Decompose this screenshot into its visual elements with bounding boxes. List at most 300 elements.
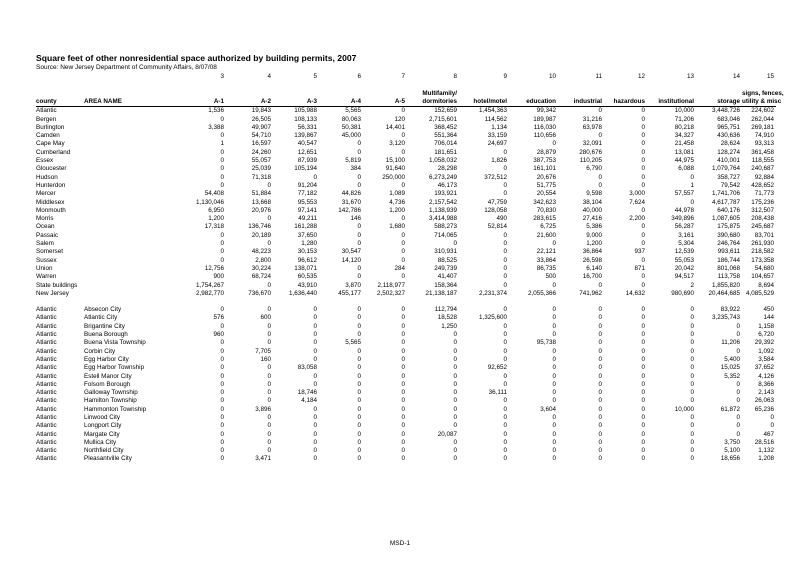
value-cell: 14,120: [341, 256, 361, 264]
value-cell: 60,535: [297, 273, 317, 281]
county-row: [36, 290, 776, 298]
value-cell: 0: [267, 281, 271, 289]
value-cell: 193,921: [434, 190, 457, 198]
value-cell: 0: [313, 405, 317, 413]
value-cell: 1,208: [758, 455, 774, 463]
value-cell: 146: [350, 215, 361, 223]
area-name-cell: [84, 190, 182, 198]
value-cell: 0: [503, 165, 507, 173]
area-name-cell: Hamilton Township: [84, 397, 137, 405]
area-name-cell: Mullica City: [84, 438, 117, 446]
value-cell: 0: [220, 231, 224, 239]
municipality-row: [36, 447, 776, 455]
value-cell: 0: [357, 389, 361, 397]
value-cell: 1,536: [208, 107, 224, 115]
county-cell: Warren: [36, 273, 57, 281]
value-cell: 0: [552, 438, 556, 446]
value-cell: 128,058: [484, 206, 507, 214]
value-cell: 0: [598, 413, 602, 421]
value-cell: 0: [641, 107, 645, 115]
value-cell: 55,053: [674, 256, 694, 264]
value-cell: 310,931: [434, 248, 457, 256]
area-name-cell: Atlantic City: [84, 314, 118, 322]
value-cell: 20,087: [437, 430, 457, 438]
value-cell: 18,656: [720, 455, 740, 463]
value-cell: 1,079,764: [711, 165, 740, 173]
permits-table: [36, 73, 784, 464]
value-cell: 31,216: [582, 115, 602, 123]
value-cell: 261,930: [751, 240, 774, 248]
value-cell: 0: [401, 231, 405, 239]
value-cell: 0: [690, 455, 694, 463]
county-row: [36, 215, 776, 223]
value-cell: 0: [598, 372, 602, 380]
value-cell: 0: [641, 389, 645, 397]
area-name-cell: [84, 207, 182, 215]
source-note: Source: New Jersey Department of Community Affairs, 8/07/08: [36, 64, 217, 71]
header-top-cell: [647, 84, 696, 98]
value-cell: 20,189: [251, 231, 271, 239]
value-cell: 36,111: [488, 389, 507, 397]
value-cell: 1,132: [758, 447, 774, 455]
value-cell: 0: [503, 347, 507, 355]
county-cell: Somerset: [36, 248, 63, 256]
value-cell: 2,231,374: [478, 289, 507, 297]
municipality-row: [36, 414, 776, 422]
county-cell: Atlantic: [36, 331, 57, 339]
value-cell: 1,325,600: [478, 314, 507, 322]
area-name-cell: Folsom Borough: [84, 380, 131, 388]
area-name-cell: [84, 107, 182, 116]
value-cell: 0: [641, 132, 645, 140]
value-cell: 3,448,726: [711, 107, 740, 115]
value-cell: 18,528: [437, 314, 457, 322]
value-cell: 0: [267, 438, 271, 446]
value-cell: 0: [267, 181, 271, 189]
value-cell: 51,775: [536, 181, 556, 189]
value-cell: 9,000: [586, 231, 602, 239]
value-cell: 0: [598, 455, 602, 463]
municipality-row: [36, 356, 776, 364]
value-cell: 246,764: [717, 240, 740, 248]
value-cell: 2,502,327: [376, 289, 405, 297]
value-cell: 40,547: [297, 140, 317, 148]
value-cell: 0: [220, 306, 224, 314]
value-cell: 0: [503, 240, 507, 248]
value-cell: 10,000: [674, 107, 694, 115]
county-row: [36, 232, 776, 240]
column-header: AREA NAME: [84, 98, 182, 107]
value-cell: 0: [641, 364, 645, 372]
county-cell: Atlantic: [36, 339, 57, 347]
value-cell: 96,612: [297, 256, 317, 264]
value-cell: 1,754,267: [195, 281, 224, 289]
value-cell: 83,058: [297, 364, 317, 372]
county-row: [36, 207, 776, 215]
value-cell: 0: [641, 306, 645, 314]
area-name-cell: [84, 116, 182, 124]
value-cell: 0: [690, 173, 694, 181]
value-cell: 189,987: [533, 115, 556, 123]
value-cell: 13,081: [674, 148, 694, 156]
value-cell: 0: [313, 331, 317, 339]
county-row: [36, 190, 776, 198]
value-cell: 13,668: [251, 198, 271, 206]
gap-cell: [36, 298, 776, 306]
value-cell: 56,287: [674, 223, 694, 231]
value-cell: 26,505: [251, 115, 271, 123]
value-cell: 0: [267, 430, 271, 438]
county-cell: Atlantic: [36, 355, 57, 363]
value-cell: 142,786: [338, 206, 361, 214]
value-cell: 410,001: [717, 157, 740, 165]
value-cell: 0: [641, 322, 645, 330]
value-cell: 37,650: [297, 231, 317, 239]
value-cell: 390,680: [717, 231, 740, 239]
value-cell: 0: [598, 364, 602, 372]
value-cell: 1,158: [758, 322, 774, 330]
header-top-cell: Multifamily/: [422, 89, 457, 97]
value-cell: 0: [690, 380, 694, 388]
page-footer: MSD-1: [389, 540, 411, 547]
value-cell: 0: [267, 389, 271, 397]
value-cell: 0: [690, 322, 694, 330]
county-cell: Hunterdon: [36, 181, 66, 189]
value-cell: 2,143: [758, 389, 774, 397]
value-cell: 0: [641, 339, 645, 347]
county-cell: Atlantic: [36, 430, 57, 438]
value-cell: 0: [357, 380, 361, 388]
value-cell: 0: [641, 355, 645, 363]
value-cell: 20,554: [536, 190, 556, 198]
header-top-cell: [182, 84, 226, 98]
value-cell: 0: [357, 314, 361, 322]
county-cell: Atlantic: [36, 380, 57, 388]
value-cell: 152,659: [434, 107, 457, 115]
area-name-cell: [84, 132, 182, 140]
value-cell: 0: [401, 438, 405, 446]
value-cell: 71,773: [754, 190, 774, 198]
value-cell: 0: [220, 380, 224, 388]
value-cell: 3,414,988: [428, 215, 457, 223]
value-cell: 551,364: [434, 132, 457, 140]
value-cell: 6,273,249: [428, 173, 457, 181]
county-cell: Atlantic: [36, 389, 57, 397]
column-header: institutional: [647, 98, 696, 107]
value-cell: 208,438: [751, 215, 774, 223]
value-cell: 0: [598, 389, 602, 397]
value-cell: 31,670: [341, 198, 361, 206]
value-cell: 83,701: [754, 231, 774, 239]
value-cell: 0: [598, 405, 602, 413]
column-header: education: [509, 98, 558, 107]
value-cell: 0: [220, 438, 224, 446]
value-cell: 0: [690, 397, 694, 405]
value-cell: 91,640: [385, 165, 405, 173]
area-name-cell: Buena Vista Township: [84, 339, 146, 347]
column-number: 14: [732, 73, 740, 80]
value-cell: 0: [267, 306, 271, 314]
value-cell: 105,988: [294, 107, 317, 115]
municipality-row: [36, 331, 776, 339]
value-cell: 0: [357, 364, 361, 372]
value-cell: 74,910: [754, 132, 774, 140]
value-cell: 110,205: [579, 157, 602, 165]
value-cell: 54,710: [251, 132, 271, 140]
value-cell: 0: [641, 447, 645, 455]
value-cell: 0: [401, 347, 405, 355]
value-cell: 30,153: [297, 248, 317, 256]
value-cell: 0: [357, 181, 361, 189]
value-cell: 0: [313, 339, 317, 347]
value-cell: 0: [313, 355, 317, 363]
value-cell: 980,690: [671, 289, 694, 297]
header-top-cell: [558, 84, 604, 98]
value-cell: 0: [503, 380, 507, 388]
value-cell: 0: [220, 240, 224, 248]
value-cell: 0: [267, 397, 271, 405]
value-cell: 0: [598, 322, 602, 330]
area-name-cell: [84, 199, 182, 207]
value-cell: 186,744: [717, 256, 740, 264]
value-cell: 0: [503, 355, 507, 363]
value-cell: 136,746: [248, 223, 271, 231]
value-cell: 5,100: [724, 447, 740, 455]
value-cell: 99,342: [536, 107, 556, 115]
value-cell: 0: [357, 397, 361, 405]
value-cell: 5,565: [345, 107, 361, 115]
area-name-cell: Buena Borough: [84, 331, 128, 339]
county-cell: Atlantic: [36, 306, 57, 314]
header-top-cell: [509, 84, 558, 98]
value-cell: 173,358: [751, 256, 774, 264]
value-cell: 467: [763, 430, 774, 438]
value-cell: 27,416: [582, 215, 602, 223]
value-cell: 0: [220, 115, 224, 123]
value-cell: 28,516: [754, 438, 774, 446]
value-cell: 249,739: [434, 264, 457, 272]
value-cell: 161,101: [533, 165, 556, 173]
value-cell: 358,727: [717, 173, 740, 181]
value-cell: 114,562: [484, 115, 507, 123]
value-cell: 0: [641, 281, 645, 289]
value-cell: 0: [552, 413, 556, 421]
value-cell: 0: [267, 422, 271, 430]
county-row: [36, 265, 776, 273]
value-cell: 65,236: [754, 405, 774, 413]
value-cell: 2,118,977: [377, 281, 405, 289]
value-cell: 95,553: [297, 198, 317, 206]
value-cell: 0: [641, 148, 645, 156]
value-cell: 0: [736, 397, 740, 405]
value-cell: 0: [736, 331, 740, 339]
value-cell: 0: [641, 380, 645, 388]
value-cell: 0: [690, 306, 694, 314]
value-cell: 0: [453, 380, 457, 388]
column-number: 6: [357, 73, 361, 80]
value-cell: 372,512: [484, 173, 507, 181]
value-cell: 490: [496, 215, 507, 223]
value-cell: 0: [401, 339, 405, 347]
value-cell: 0: [641, 173, 645, 181]
value-cell: 16,597: [251, 140, 271, 148]
value-cell: 6,950: [208, 206, 224, 214]
value-cell: 0: [503, 422, 507, 430]
value-cell: 0: [641, 438, 645, 446]
value-cell: 0: [401, 314, 405, 322]
value-cell: 92,652: [487, 364, 507, 372]
area-name-cell: [84, 273, 182, 281]
value-cell: 0: [690, 438, 694, 446]
value-cell: 91,204: [297, 181, 317, 189]
value-cell: 361,458: [751, 148, 774, 156]
value-cell: 112,794: [434, 306, 457, 314]
column-number: 11: [595, 73, 602, 80]
value-cell: 0: [220, 157, 224, 165]
municipality-row: [36, 306, 776, 314]
value-cell: 0: [220, 430, 224, 438]
county-cell: Bergen: [36, 115, 57, 123]
value-cell: 0: [503, 306, 507, 314]
value-cell: 28,879: [536, 148, 556, 156]
header-top-cell: [363, 84, 407, 98]
value-cell: 80,063: [341, 115, 361, 123]
value-cell: 0: [598, 281, 602, 289]
county-cell: Essex: [36, 157, 54, 165]
value-cell: 0: [401, 148, 405, 156]
value-cell: 105,194: [294, 165, 317, 173]
value-cell: 0: [641, 331, 645, 339]
value-cell: 0: [267, 215, 271, 223]
value-cell: 1: [220, 140, 224, 148]
value-cell: 71,206: [674, 115, 694, 123]
value-cell: 0: [503, 256, 507, 264]
value-cell: 44,978: [674, 206, 694, 214]
value-cell: 54,680: [754, 264, 774, 272]
county-cell: Atlantic: [36, 107, 57, 115]
municipality-row: [36, 381, 776, 389]
value-cell: 0: [453, 355, 457, 363]
area-name-cell: Galloway Township: [84, 389, 138, 397]
value-cell: 0: [267, 372, 271, 380]
value-cell: 0: [641, 165, 645, 173]
value-cell: 588,273: [434, 223, 457, 231]
value-cell: 0: [690, 355, 694, 363]
value-cell: 6,140: [586, 264, 602, 272]
value-cell: 181,651: [434, 148, 457, 156]
value-cell: 0: [357, 322, 361, 330]
value-cell: 118,555: [751, 157, 774, 165]
value-cell: 0: [220, 322, 224, 330]
value-cell: 28,298: [437, 165, 457, 173]
value-cell: 0: [641, 115, 645, 123]
value-cell: 8,694: [758, 281, 774, 289]
value-cell: 30,547: [341, 248, 361, 256]
county-cell: Hudson: [36, 173, 58, 181]
value-cell: 0: [267, 339, 271, 347]
column-header: storage: [696, 98, 742, 107]
column-header: dormitories: [407, 98, 459, 107]
value-cell: 1,200: [208, 215, 224, 223]
value-cell: 1,200: [586, 240, 602, 248]
value-cell: 0: [220, 355, 224, 363]
header-top-cell: [696, 84, 742, 98]
area-name-cell: [84, 265, 182, 273]
report-title: Square feet of other nonresidential space authorized by building permits, 2007: [36, 53, 357, 63]
value-cell: 17,318: [204, 223, 224, 231]
value-cell: 49,211: [298, 215, 317, 223]
column-number: 10: [548, 73, 556, 80]
value-cell: 640,176: [717, 206, 740, 214]
value-cell: 0: [690, 347, 694, 355]
value-cell: 24,697: [487, 140, 507, 148]
value-cell: 5,565: [345, 339, 361, 347]
value-cell: 3,161: [678, 231, 694, 239]
value-cell: 2,800: [255, 256, 271, 264]
value-cell: 3,604: [540, 405, 556, 413]
value-cell: 0: [598, 314, 602, 322]
value-cell: 0: [503, 322, 507, 330]
value-cell: 0: [453, 331, 457, 339]
value-cell: 0: [552, 364, 556, 372]
value-cell: 5,386: [586, 223, 602, 231]
value-cell: 1,680: [389, 223, 405, 231]
value-cell: 0: [598, 380, 602, 388]
value-cell: 3,120: [389, 140, 405, 148]
value-cell: 0: [313, 322, 317, 330]
municipality-row: [36, 348, 776, 356]
value-cell: 7,624: [629, 198, 645, 206]
value-cell: 18,746: [297, 389, 317, 397]
value-cell: 0: [313, 306, 317, 314]
value-cell: 1,636,440: [288, 289, 317, 297]
value-cell: 0: [690, 364, 694, 372]
value-cell: 0: [220, 248, 224, 256]
value-cell: 0: [641, 397, 645, 405]
value-cell: 7,705: [255, 347, 271, 355]
county-cell: Morris: [36, 215, 54, 223]
value-cell: 0: [503, 339, 507, 347]
county-row: [36, 124, 776, 132]
value-cell: 128,274: [717, 148, 740, 156]
value-cell: 1,089: [389, 190, 405, 198]
value-cell: 19,843: [251, 107, 271, 115]
municipality-row: [36, 455, 776, 463]
value-cell: 0: [503, 231, 507, 239]
value-cell: 0: [598, 430, 602, 438]
value-cell: 0: [357, 347, 361, 355]
county-cell: Atlantic: [36, 413, 57, 421]
value-cell: 116,030: [533, 123, 556, 131]
county-row: [36, 174, 776, 182]
value-cell: 14,632: [625, 289, 645, 297]
value-cell: 0: [503, 248, 507, 256]
value-cell: 3,235,743: [711, 314, 740, 322]
value-cell: 3,896: [255, 405, 271, 413]
area-name-cell: [84, 282, 182, 290]
value-cell: 0: [736, 430, 740, 438]
municipality-row: [36, 431, 776, 439]
value-cell: 8,366: [758, 380, 774, 388]
value-cell: 6,790: [586, 165, 602, 173]
value-cell: 0: [552, 389, 556, 397]
value-cell: 1,087,605: [711, 215, 740, 223]
value-cell: 5,304: [678, 240, 694, 248]
value-cell: 0: [357, 438, 361, 446]
value-cell: 0: [641, 372, 645, 380]
value-cell: 0: [598, 173, 602, 181]
value-cell: 0: [220, 422, 224, 430]
